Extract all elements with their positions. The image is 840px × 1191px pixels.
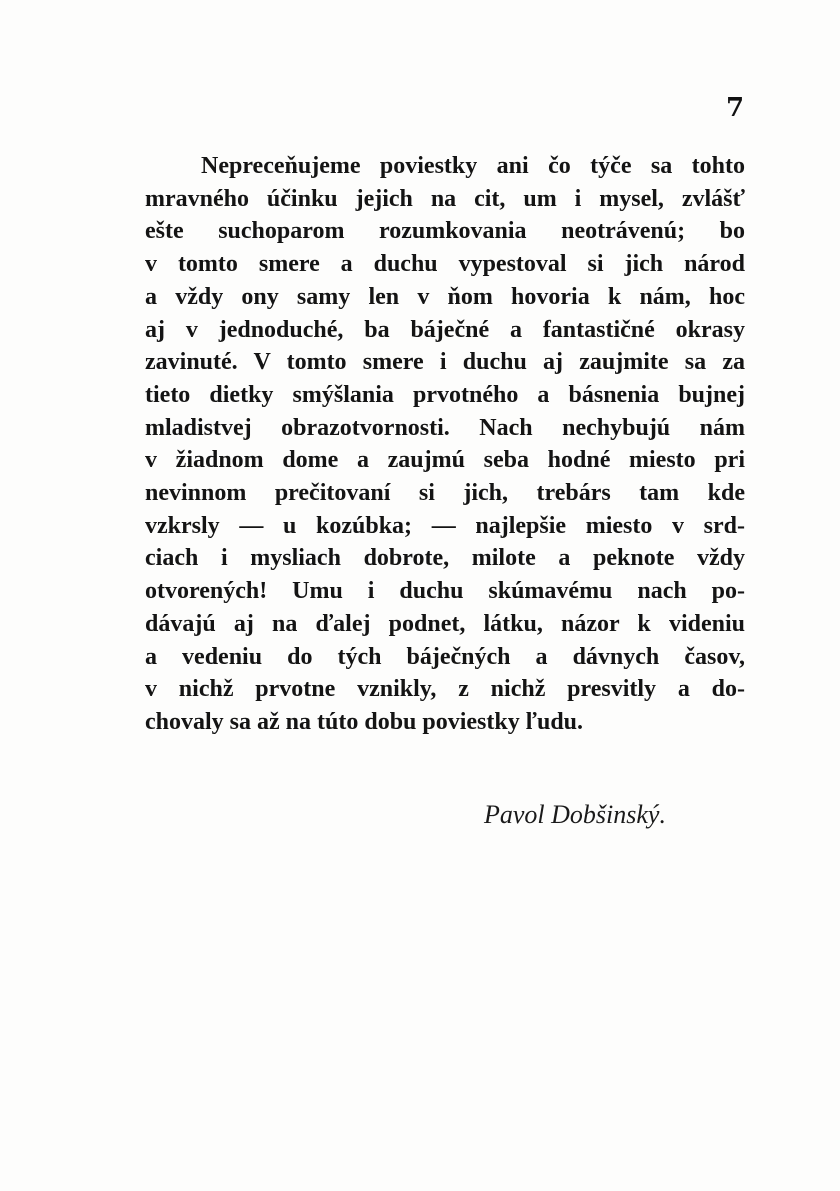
- text-line: ešte suchoparom rozumkovania neotrávenú; bo: [145, 218, 745, 245]
- text-line: v tomto smere a duchu vypestoval si jich národ: [145, 251, 745, 278]
- page-number: 7: [726, 93, 745, 123]
- text-line: zavinuté. V tomto smere i duchu aj zaujmite sa za: [145, 349, 745, 376]
- text-line: ciach i mysliach dobrote, milote a peknote vždy: [145, 545, 745, 572]
- preface-paragraph: [145, 150, 745, 739]
- text-line: mladistvej obrazotvornosti. Nach nechybujú nám: [145, 414, 745, 441]
- text-line: a vždy ony samy len v ňom hovoria k nám, hoc: [145, 283, 745, 310]
- text-line: Nepreceňujeme poviestky ani čo týče sa tohto: [201, 153, 745, 179]
- text-line: vzkrsly — u kozúbka; — najlepšie miesto v srd-: [145, 512, 745, 539]
- text-line: aj v jednoduché, ba báječné a fantastičné okrasy: [145, 316, 745, 343]
- text-line: v nichž prvotne vznikly, z nichž presvitly a do-: [145, 676, 745, 703]
- text-line: nevinnom prečitovaní si jich, trebárs tam kde: [145, 480, 745, 507]
- text-line: chovaly sa až na túto dobu poviestky ľudu.: [145, 708, 584, 735]
- text-line: v žiadnom dome a zaujmú seba hodné miesto pri: [145, 447, 745, 474]
- text-line: tieto dietky smýšlania prvotného a básnenia bujnej: [145, 381, 745, 408]
- author-signature: Pavol Dobšinský.: [484, 800, 666, 829]
- text-line: mravného účinku jejich na cit, um i mysel, zvlášť: [145, 185, 745, 212]
- text-line: otvorených! Umu i duchu skúmavému nach po-: [145, 578, 745, 605]
- text-line: dávajú aj na ďalej podnet, látku, názor k videniu: [145, 610, 745, 637]
- text-line: a vedeniu do tých báječných a dávnych časov,: [145, 643, 745, 670]
